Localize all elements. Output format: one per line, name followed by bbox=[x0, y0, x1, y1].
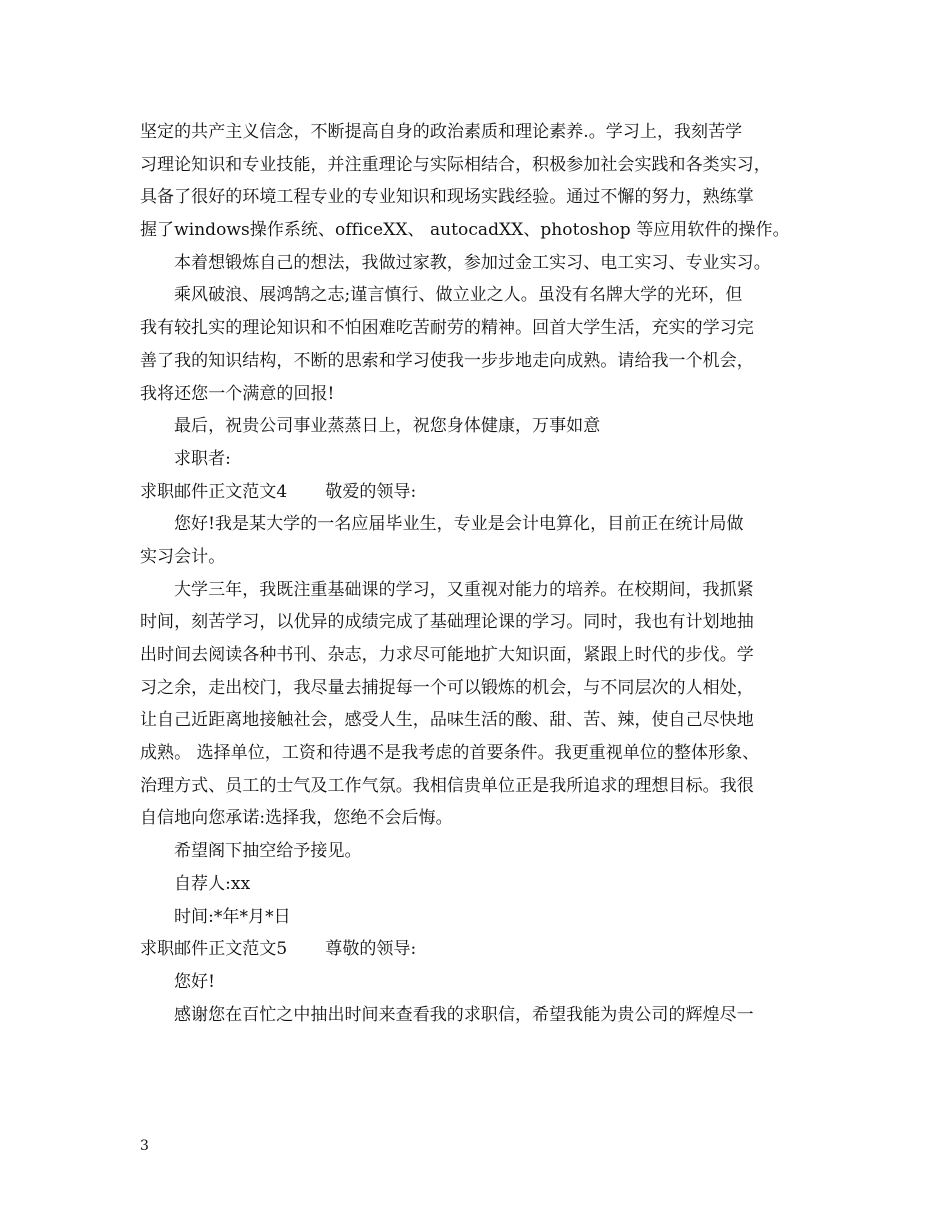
paragraph-line: 坚定的共产主义信念，不断提高自身的政治素质和理论素养.。学习上，我刻苦学 bbox=[140, 122, 743, 142]
signature-line: 自荐人:xx bbox=[174, 873, 251, 894]
paragraph-line: 出时间去阅读各种书刊、杂志，力求尽可能地扩大知识面，紧跟上时代的步伐。学 bbox=[140, 645, 754, 665]
salutation: 尊敬的领导: bbox=[325, 939, 417, 960]
signature-line: 求职者: bbox=[174, 448, 231, 469]
paragraph-line: 大学三年，我既注重基础课的学习，又重视对能力的培养。在校期间，我抓紧 bbox=[174, 579, 754, 600]
paragraph-line: 乘风破浪、展鸿鹄之志;谨言慎行、做立业之人。虽没有名牌大学的光环，但 bbox=[174, 285, 743, 306]
paragraph-line: 具备了很好的环境工程专业的专业知识和现场实践经验。通过不懈的努力，熟练掌 bbox=[140, 187, 754, 208]
closing-line: 希望阁下抽空给予接见。 bbox=[174, 841, 362, 862]
paragraph-line: 习理论知识和专业技能，并注重理论与实际相结合，积极参加社会实践和各类实习， bbox=[140, 154, 771, 175]
paragraph-line: 本着想锻炼自己的想法，我做过家教，参加过金工实习、电工实习、专业实习。 bbox=[174, 252, 771, 273]
paragraph-line: 治理方式、员工的士气及工作气氛。我相信贵单位正是我所追求的理想目标。我很 bbox=[140, 775, 754, 796]
paragraph-line: 感谢您在百忙之中抽出时间来查看我的求职信，希望我能为贵公司的辉煌尽一 bbox=[174, 1004, 754, 1025]
paragraph-line: 成熟。 选择单位，工资和待遇不是我考虑的首要条件。我更重视单位的整体形象、 bbox=[140, 743, 760, 764]
paragraph-line: 善了我的知识结构，不断的思索和学习使我一步步地走向成熟。请给我一个机会， bbox=[140, 350, 754, 371]
paragraph-line: 我有较扎实的理论知识和不怕困难吃苦耐劳的精神。回首大学生活，充实的学习完 bbox=[140, 318, 754, 339]
paragraph-line: 自信地向您承诺:选择我，您绝不会后悔。 bbox=[140, 808, 453, 829]
date-line: 时间:*年*月*日 bbox=[174, 906, 291, 927]
paragraph-line: 习之余，走出校门，我尽量去捕捉每一个可以锻炼的机会，与不同层次的人相处， bbox=[140, 677, 754, 698]
greeting-line: 您好! bbox=[174, 971, 215, 992]
salutation: 敬爱的领导: bbox=[325, 481, 417, 502]
section-heading: 求职邮件正文范文4 bbox=[140, 481, 288, 502]
paragraph-line: 最后，祝贵公司事业蒸蒸日上，祝您身体健康，万事如意 bbox=[174, 416, 601, 437]
paragraph-line: 实习会计。 bbox=[140, 546, 226, 567]
section-heading-line bbox=[140, 933, 830, 966]
page-number: 3 bbox=[140, 1138, 149, 1154]
document-body bbox=[140, 116, 830, 1031]
paragraph-line: 让自己近距离地接触社会，感受人生，品味生活的酸、甜、苦、辣，使自己尽快地 bbox=[140, 710, 754, 731]
paragraph-line: 时间，刻苦学习，以优异的成绩完成了基础理论课的学习。同时，我也有计划地抽 bbox=[140, 612, 754, 633]
section-heading-line bbox=[140, 476, 830, 509]
paragraph-line: 我将还您一个满意的回报! bbox=[140, 383, 335, 404]
paragraph-line: 握了windows操作系统、officeXX、 autocadXX、photoshop 等应用软件的操作。 bbox=[140, 220, 790, 241]
paragraph-line: 您好!我是某大学的一名应届毕业生，专业是会计电算化，目前正在统计局做 bbox=[174, 514, 744, 535]
section-heading: 求职邮件正文范文5 bbox=[140, 939, 288, 960]
